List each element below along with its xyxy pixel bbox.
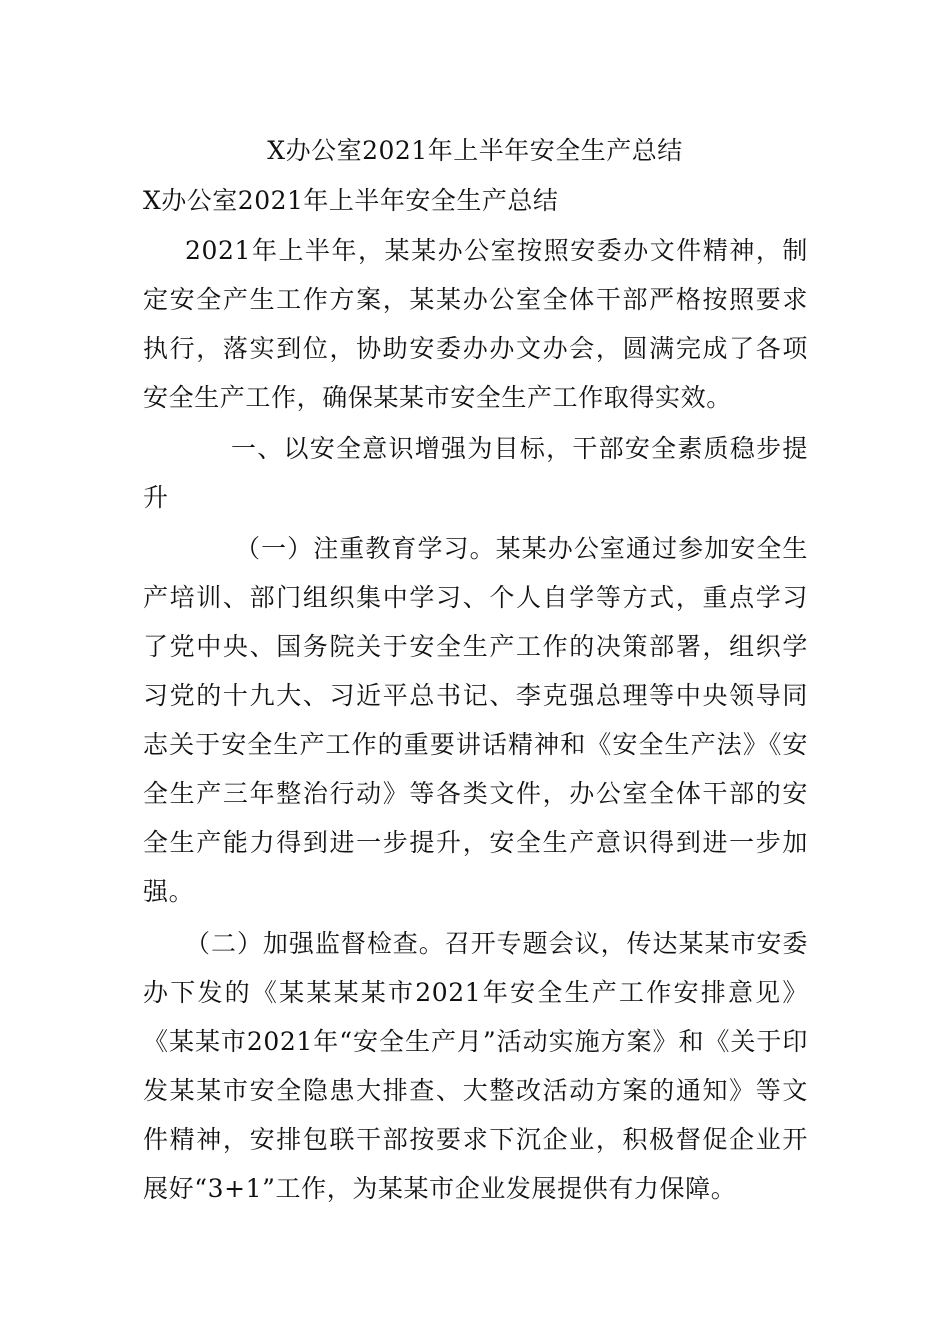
intro-paragraph: 2021年上半年，某某办公室按照安委办文件精神，制定安全产生工作方案，某某办公室全体干部严格按照要求执行，落实到位，协助安委办办文办会，圆满完成了各项安全生产工作，确保某某市安全生产工作取得实效。	[143, 236, 808, 412]
section-paragraph-1: （一）注重教育学习。某某办公室通过参加安全生产培训、部门组织集中学习、个人自学等方式，重点学习了党中央、国务院关于安全生产工作的决策部署，组织学习党的十九大、习近平总书记、李克强总理等中央领导同志关于安全生产工作的重要讲话精神和《安全生产法》《安全生产三年整治行动》等各类文件，办公室全体干部的安全生产能力得到进一步提升，安全生产意识得到进一步加强。	[143, 534, 808, 906]
section-paragraph-2: （二）加强监督检查。召开专题会议，传达某某市安委办下发的《某某某某市2021年安全生产工作安排意见》《某某市2021年“安全生产月”活动实施方案》和《关于印发某某市安全隐患大排查、大整改活动方案的通知》等文件精神，安排包联干部按要求下沉企业，积极督促企业开展好“3+1”工作，为某某市企业发展提供有力保障。	[143, 929, 808, 1203]
section-heading-1: 一、以安全意识增强为目标，干部安全素质稳步提升	[143, 434, 808, 512]
document-subtitle: X办公室2021年上半年安全生产总结	[143, 186, 559, 215]
document-title: X办公室2021年上半年安全生产总结	[267, 136, 683, 165]
